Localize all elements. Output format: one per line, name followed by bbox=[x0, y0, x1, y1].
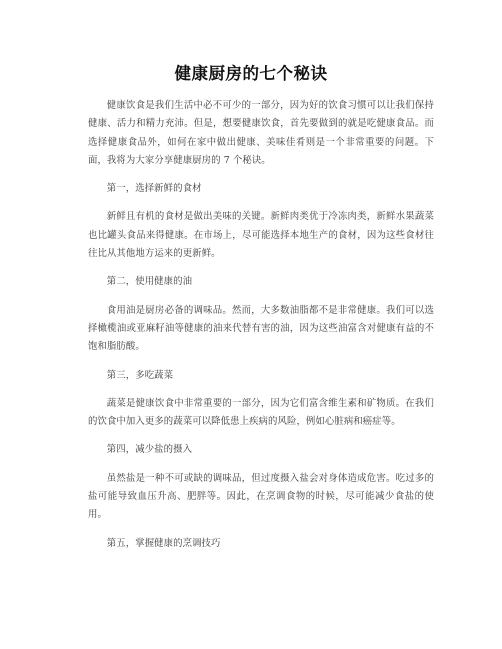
section-heading-2: 第二，使用健康的油 bbox=[106, 276, 193, 288]
section-paragraph-4: 虽然盐是一种不可或缺的调味品，但过度摄入盐会对身体造成危害。吃过多的盐可能导致血压升高、肥胖等。因此，在烹调食物的时候，尽可能减少食盐的使用。 bbox=[88, 472, 434, 521]
section-heading-1: 第一，选择新鲜的食材 bbox=[106, 183, 202, 195]
section-heading-4: 第四，减少盐的摄入 bbox=[106, 444, 193, 456]
section-heading-3: 第三，多吃蔬菜 bbox=[106, 369, 174, 381]
section-heading-5: 第五，掌握健康的烹调技巧 bbox=[106, 537, 221, 549]
document-title: 健康厨房的七个秘诀 bbox=[174, 64, 328, 83]
section-paragraph-3: 蔬菜是健康饮食中非常重要的一部分，因为它们富含维生素和矿物质。在我们的饮食中加入更多的蔬菜可以降低患上疾病的风险，例如心脏病和癌症等。 bbox=[88, 397, 434, 428]
section-paragraph-2: 食用油是厨房必备的调味品。然而，大多数油脂都不是非常健康。我们可以选择橄榄油或亚麻籽油等健康的油来代替有害的油，因为这些油富含对健康有益的不饱和脂肪酸。 bbox=[88, 304, 434, 353]
document-body bbox=[88, 97, 434, 553]
intro-paragraph: 健康饮食是我们生活中必不可少的一部分，因为好的饮食习惯可以让我们保持健康、活力和精力充沛。但是，想要健康饮食，首先要做到的就是吃健康食品。而选择健康食品外，如何在家中做出健康、美味佳肴则是一个非常重要的问题。下面，我将为大家分享健康厨房的 7 个秘诀。 bbox=[88, 100, 434, 166]
section-paragraph-1: 新鲜且有机的食材是做出美味的关键。新鲜肉类优于冷冻肉类，新鲜水果蔬菜也比罐头食品来得健康。在市场上，尽可能选择本地生产的食材，因为这些食材往往比从其他地方运来的更新鲜。 bbox=[88, 211, 434, 260]
